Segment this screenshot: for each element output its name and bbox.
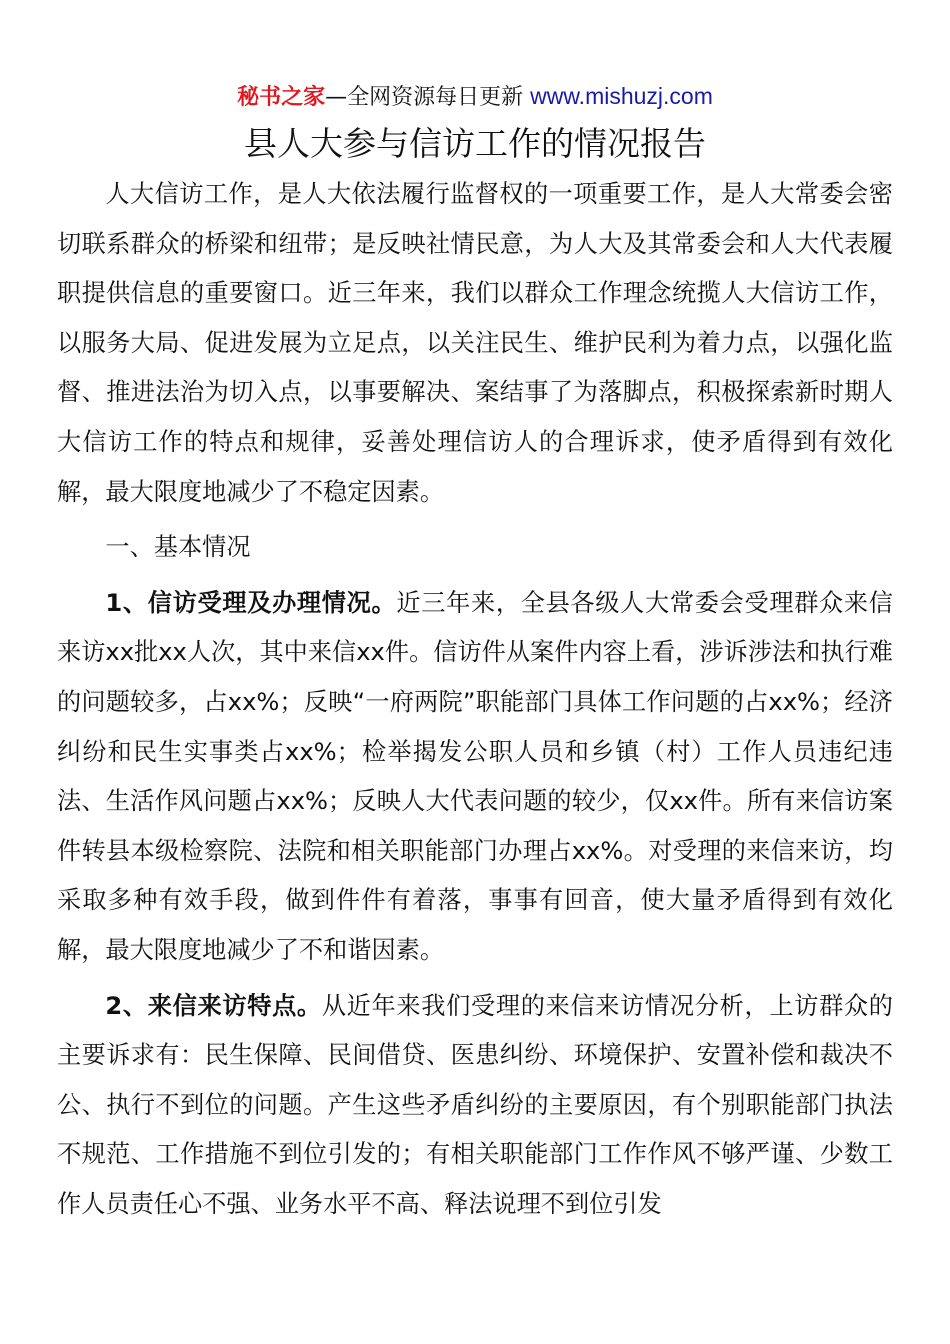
item-2-lead: 2、来信来访特点。 [105,991,322,1020]
document-body [57,170,893,1229]
site-header [0,80,950,114]
item-1-lead: 1、信访受理及办理情况。 [105,588,397,617]
section-heading: 一、基本情况 [105,533,251,562]
site-name: 秘书之家 [237,85,326,110]
item-2-paragraph [57,982,893,1230]
intro-paragraph: 人大信访工作，是人大依法履行监督权的一项重要工作，是人大常委会密切联系群众的桥梁和纽带；是反映社情民意，为人大及其常委会和人大代表履职提供信息的重要窗口。近三年来，我们以群众工作理念统揽人大信访工作，以服务大局、促进发展为立足点，以关注民生、维护民利为着力点，以强化监督、推进法治为切入点，以事要解决、案结事了为落脚点，积极探索新时期人大信访工作的特点和规律，妥善处理信访人的合理诉求，使矛盾得到有效化解，最大限度地减少了不稳定因素。 [57,180,893,506]
item-1-text: 近三年来，全县各级人大常委会受理群众来信来访xx批xx人次，其中来信xx件。信访件从案件内容上看，涉诉涉法和执行难的问题较多，占xx%；反映“一府两院”职能部门具体工作问题的占xx%；经济纠纷和民生实事类占xx%；检举揭发公职人员和乡镇（村）工作人员违纪违法、生活作风问题占xx%；反映人大代表问题的较少，仅xx件。所有来信访案件转县本级检察院、法院和相关职能部门办理占xx%。对受理的来信来访，均采取多种有效手段，做到件件有着落，事事有回音，使大量矛盾得到有效化解，最大限度地减少了不和谐因素。 [57,588,893,964]
site-url-link[interactable]: www.mishuzj.com [530,83,713,109]
site-tagline: —全网资源每日更新 [325,85,524,110]
document-title: 县人大参与信访工作的情况报告 [244,124,706,163]
item-1-paragraph [57,579,893,976]
item-2-text: 从近年来我们受理的来信来访情况分析，上访群众的主要诉求有：民生保障、民间借贷、医患纠纷、环境保护、安置补偿和裁决不公、执行不到位的问题。产生这些矛盾纠纷的主要原因，有个别职能部门执法不规范、工作措施不到位引发的；有相关职能部门工作作风不够严谨、少数工作人员责任心不强、业务水平不高、释法说理不到位引发 [57,991,893,1218]
